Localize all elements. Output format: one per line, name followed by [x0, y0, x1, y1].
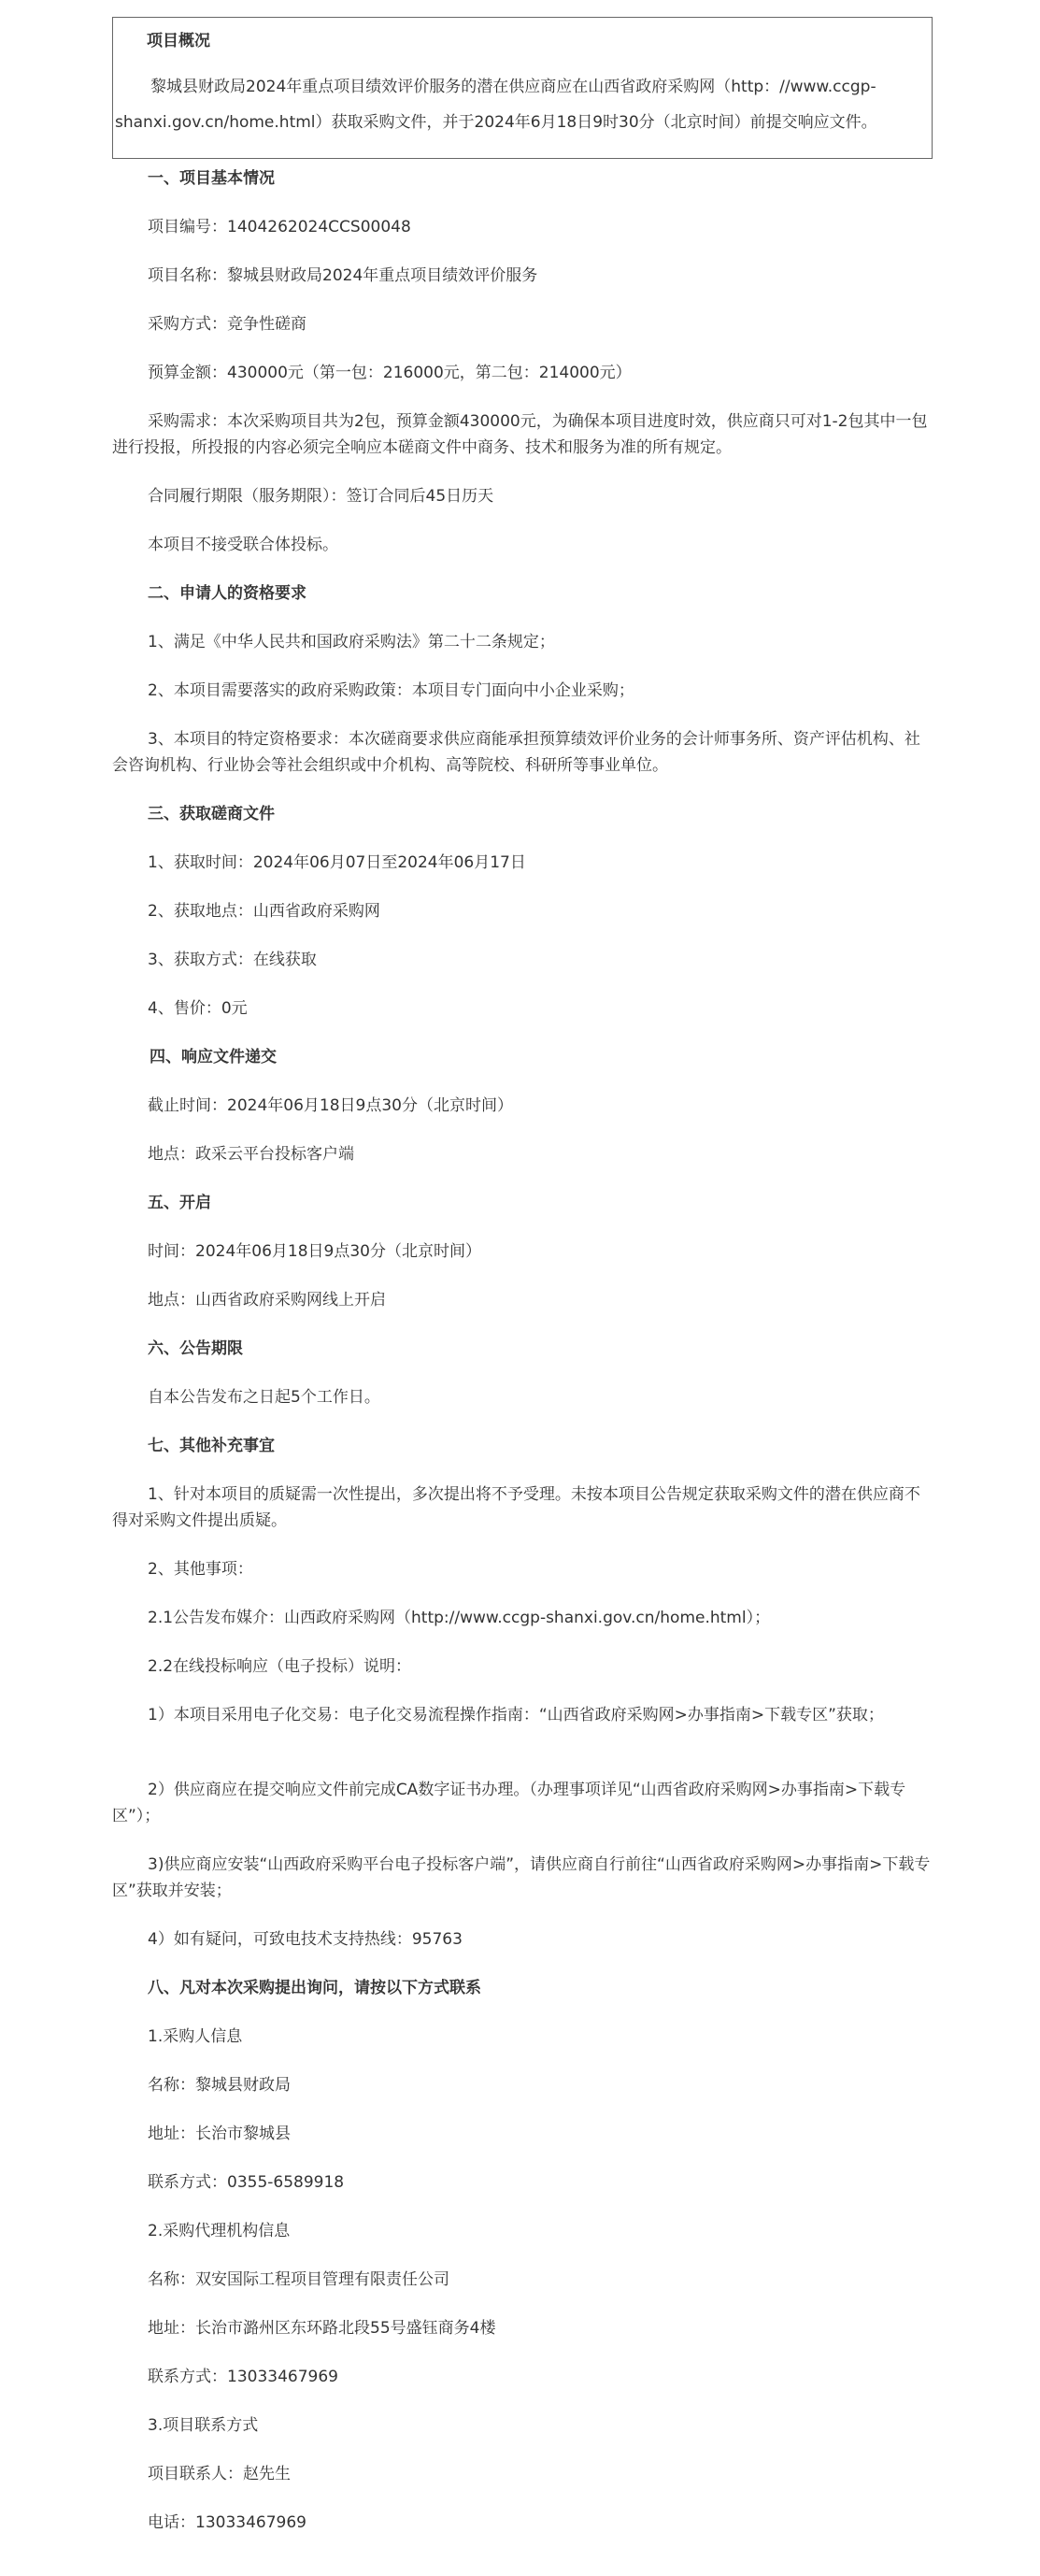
obtain-place: 2、获取地点：山西省政府采购网 [148, 902, 380, 921]
overview-title: 项目概况 [147, 32, 210, 50]
procurement-requirements: 采购需求：本次采购项目共为2包，预算金额430000元，为确保本项目进度时效，供应商只可对1-2包其中一包进行投报，所投报的内容必须完全响应本磋商文件中商务、技术和服务为准的所有规定。 [112, 412, 928, 457]
project-contact-phone: 电话：13033467969 [148, 2513, 306, 2532]
announcement-period: 自本公告发布之日起5个工作日。 [148, 1388, 380, 1407]
project-name: 项目名称：黎城县财政局2024年重点项目绩效评价服务 [148, 266, 538, 285]
obtain-method: 3、获取方式：在线获取 [148, 951, 317, 969]
qualification-item-1: 1、满足《中华人民共和国政府采购法》第二十二条规定； [148, 633, 555, 651]
supplement-sub-2: 2）供应商应在提交响应文件前完成CA数字证书办理。（办理事项详见“山西省政府采购网>办事指南>下载专区”）； [112, 1781, 906, 1825]
submission-deadline: 截止时间：2024年06月18日9点30分（北京时间） [148, 1096, 513, 1115]
purchaser-address: 地址：长治市黎城县 [148, 2125, 291, 2143]
contract-period: 合同履行期限（服务期限）：签订合同后45日历天 [148, 487, 494, 506]
agency-info-title: 2.采购代理机构信息 [148, 2222, 291, 2240]
section2-heading: 二、申请人的资格要求 [148, 584, 306, 603]
submission-place: 地点：政采云平台投标客户端 [148, 1145, 354, 1164]
qualification-item-2: 2、本项目需要落实的政府采购政策：本项目专门面向中小企业采购； [148, 681, 634, 700]
supplement-sub-3: 3)供应商应安装“山西政府采购平台电子投标客户端”，请供应商自行前往“山西省政府采购网>办事指南>下载专区”获取并安装； [112, 1855, 931, 1900]
project-contact-person: 项目联系人：赵先生 [148, 2465, 291, 2483]
section3-heading: 三、获取磋商文件 [148, 805, 275, 823]
supplement-item-2-2: 2.2在线投标响应（电子投标）说明： [148, 1657, 412, 1676]
agency-name: 名称：双安国际工程项目管理有限责任公司 [148, 2270, 449, 2289]
document-price: 4、售价：0元 [148, 999, 248, 1018]
procurement-method: 采购方式：竞争性磋商 [148, 315, 306, 334]
purchaser-name: 名称：黎城县财政局 [148, 2076, 291, 2095]
section5-heading: 五、开启 [148, 1194, 211, 1212]
project-number: 项目编号：1404262024CCS00048 [148, 218, 411, 236]
section1-heading: 一、项目基本情况 [148, 169, 275, 188]
opening-time: 时间：2024年06月18日9点30分（北京时间） [148, 1242, 481, 1261]
overview-body: 黎城县财政局2024年重点项目绩效评价服务的潜在供应商应在山西省政府采购网（http：//www.ccgp-shanxi.gov.cn/home.html）获取采购文件，并于2024年6月18日9时30分（北京时间）前提交响应文件。 [115, 78, 877, 132]
supplement-sub-1: 1）本项目采用电子化交易：电子化交易流程操作指南：“山西省政府采购网>办事指南>下载专区”获取； [148, 1706, 884, 1724]
supplement-sub-4: 4）如有疑问，可致电技术支持热线：95763 [148, 1930, 463, 1949]
section7-heading: 七、其他补充事宜 [148, 1437, 275, 1455]
purchaser-info-title: 1.采购人信息 [148, 2027, 243, 2046]
section4-heading: 四、响应文件递交 [150, 1048, 277, 1066]
opening-place: 地点：山西省政府采购网线上开启 [148, 1291, 386, 1309]
budget-amount: 预算金额：430000元（第一包：216000元，第二包：214000元） [148, 364, 632, 382]
agency-contact: 联系方式：13033467969 [148, 2368, 338, 2386]
supplement-item-2-1: 2.1公告发布媒介：山西政府采购网（http://www.ccgp-shanxi.gov.cn/home.html）； [148, 1609, 771, 1627]
agency-address: 地址：长治市潞州区东环路北段55号盛钰商务4楼 [148, 2319, 496, 2338]
purchaser-contact: 联系方式：0355-6589918 [148, 2173, 345, 2192]
section8-heading: 八、凡对本次采购提出询问，请按以下方式联系 [148, 1979, 481, 1997]
project-contact-title: 3.项目联系方式 [148, 2416, 259, 2435]
section6-heading: 六、公告期限 [148, 1339, 243, 1358]
supplement-item-1: 1、针对本项目的质疑需一次性提出，多次提出将不予受理。未按本项目公告规定获取采购文件的潜在供应商不得对采购文件提出质疑。 [112, 1485, 920, 1530]
qualification-item-3: 3、本项目的特定资格要求：本次磋商要求供应商能承担预算绩效评价业务的会计师事务所、资产评估机构、社会咨询机构、行业协会等社会组织或中介机构、高等院校、科研所等事业单位。 [112, 730, 920, 775]
no-consortium-note: 本项目不接受联合体投标。 [148, 536, 338, 554]
obtain-time: 1、获取时间：2024年06月07日至2024年06月17日 [148, 853, 526, 872]
project-overview-box [112, 17, 933, 159]
supplement-item-2: 2、其他事项： [148, 1560, 253, 1579]
